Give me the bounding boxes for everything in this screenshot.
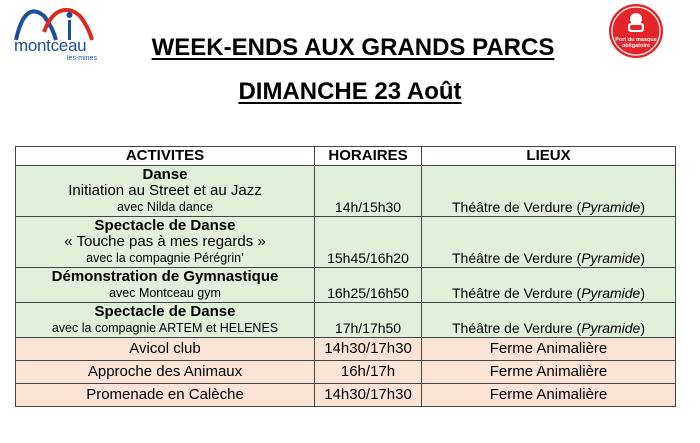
table-header-row xyxy=(16,147,676,166)
time-cell: 16h/17h xyxy=(315,361,422,384)
face-mask-icon xyxy=(608,3,664,59)
place-text: Théâtre de Verdure ( xyxy=(452,250,582,266)
time-cell: 15h45/16h20 xyxy=(315,217,422,268)
place-text: Théâtre de Verdure ( xyxy=(452,285,582,301)
schedule-table xyxy=(15,146,676,407)
place-text: Théâtre de Verdure ( xyxy=(452,320,582,336)
activity-cell: Approche des Animaux xyxy=(16,361,315,384)
activity-title: Démonstration de Gymnastique xyxy=(51,268,279,285)
place-end: ) xyxy=(640,250,645,266)
time-cell: 17h/17h50 xyxy=(315,303,422,338)
place-cell: Ferme Animalière xyxy=(422,384,676,407)
activity-title: Danse xyxy=(142,166,188,183)
header-lieux: LIEUX xyxy=(422,147,676,166)
place-cell xyxy=(422,303,676,338)
time-cell: 14h30/17h30 xyxy=(315,384,422,407)
activity-cell xyxy=(16,303,315,338)
time-cell: 14h30/17h30 xyxy=(315,338,422,361)
activity-cell xyxy=(16,268,315,303)
place-cell xyxy=(422,217,676,268)
table-row xyxy=(16,166,676,217)
activity-cell: Avicol club xyxy=(16,338,315,361)
activity-with: avec Nilda dance xyxy=(117,200,213,214)
place-italic: Pyramide xyxy=(581,320,641,336)
activity-cell: Promenade en Calèche xyxy=(16,384,315,407)
time-cell: 14h/15h30 xyxy=(315,166,422,217)
table-row xyxy=(16,338,676,361)
page-title: WEEK-ENDS AUX GRANDS PARCS xyxy=(151,34,555,61)
place-italic: Pyramide xyxy=(581,250,641,266)
montceau-logo xyxy=(10,2,105,64)
activity-title: Spectacle de Danse xyxy=(94,217,236,234)
header-horaires: HORAIRES xyxy=(315,147,422,166)
event-date: DIMANCHE 23 Août xyxy=(238,78,462,105)
time-cell: 16h25/16h50 xyxy=(315,268,422,303)
table-row xyxy=(16,384,676,407)
mask-required-badge xyxy=(608,3,664,59)
logo-brand-text: montceau xyxy=(14,36,87,55)
activity-subtitle: Initiation au Street et au Jazz xyxy=(68,182,262,199)
place-italic: Pyramide xyxy=(581,199,641,215)
place-end: ) xyxy=(640,285,645,301)
place-cell xyxy=(422,268,676,303)
place-cell: Ferme Animalière xyxy=(422,338,676,361)
header-activites: ACTIVITES xyxy=(16,147,315,166)
activity-with: avec la compagnie ARTEM et HELENES xyxy=(51,321,279,335)
table-row xyxy=(16,303,676,338)
place-text: Théâtre de Verdure ( xyxy=(452,199,582,215)
activity-title: Spectacle de Danse xyxy=(94,303,236,320)
activity-cell xyxy=(16,166,315,217)
activity-with: avec Montceau gym xyxy=(109,286,221,300)
place-cell: Ferme Animalière xyxy=(422,361,676,384)
place-italic: Pyramide xyxy=(581,285,641,301)
place-end: ) xyxy=(640,320,645,336)
activity-subtitle: « Touche pas à mes regards » xyxy=(64,233,266,250)
logo-sub-text: les-mines xyxy=(67,55,97,62)
activity-cell xyxy=(16,217,315,268)
table-row xyxy=(16,217,676,268)
activity-with: avec la compagnie Pérégrin’ xyxy=(86,251,244,265)
mask-badge-text: Port du masque obligatoire xyxy=(615,37,657,49)
place-cell xyxy=(422,166,676,217)
place-end: ) xyxy=(640,199,645,215)
table-row xyxy=(16,361,676,384)
table-row xyxy=(16,268,676,303)
